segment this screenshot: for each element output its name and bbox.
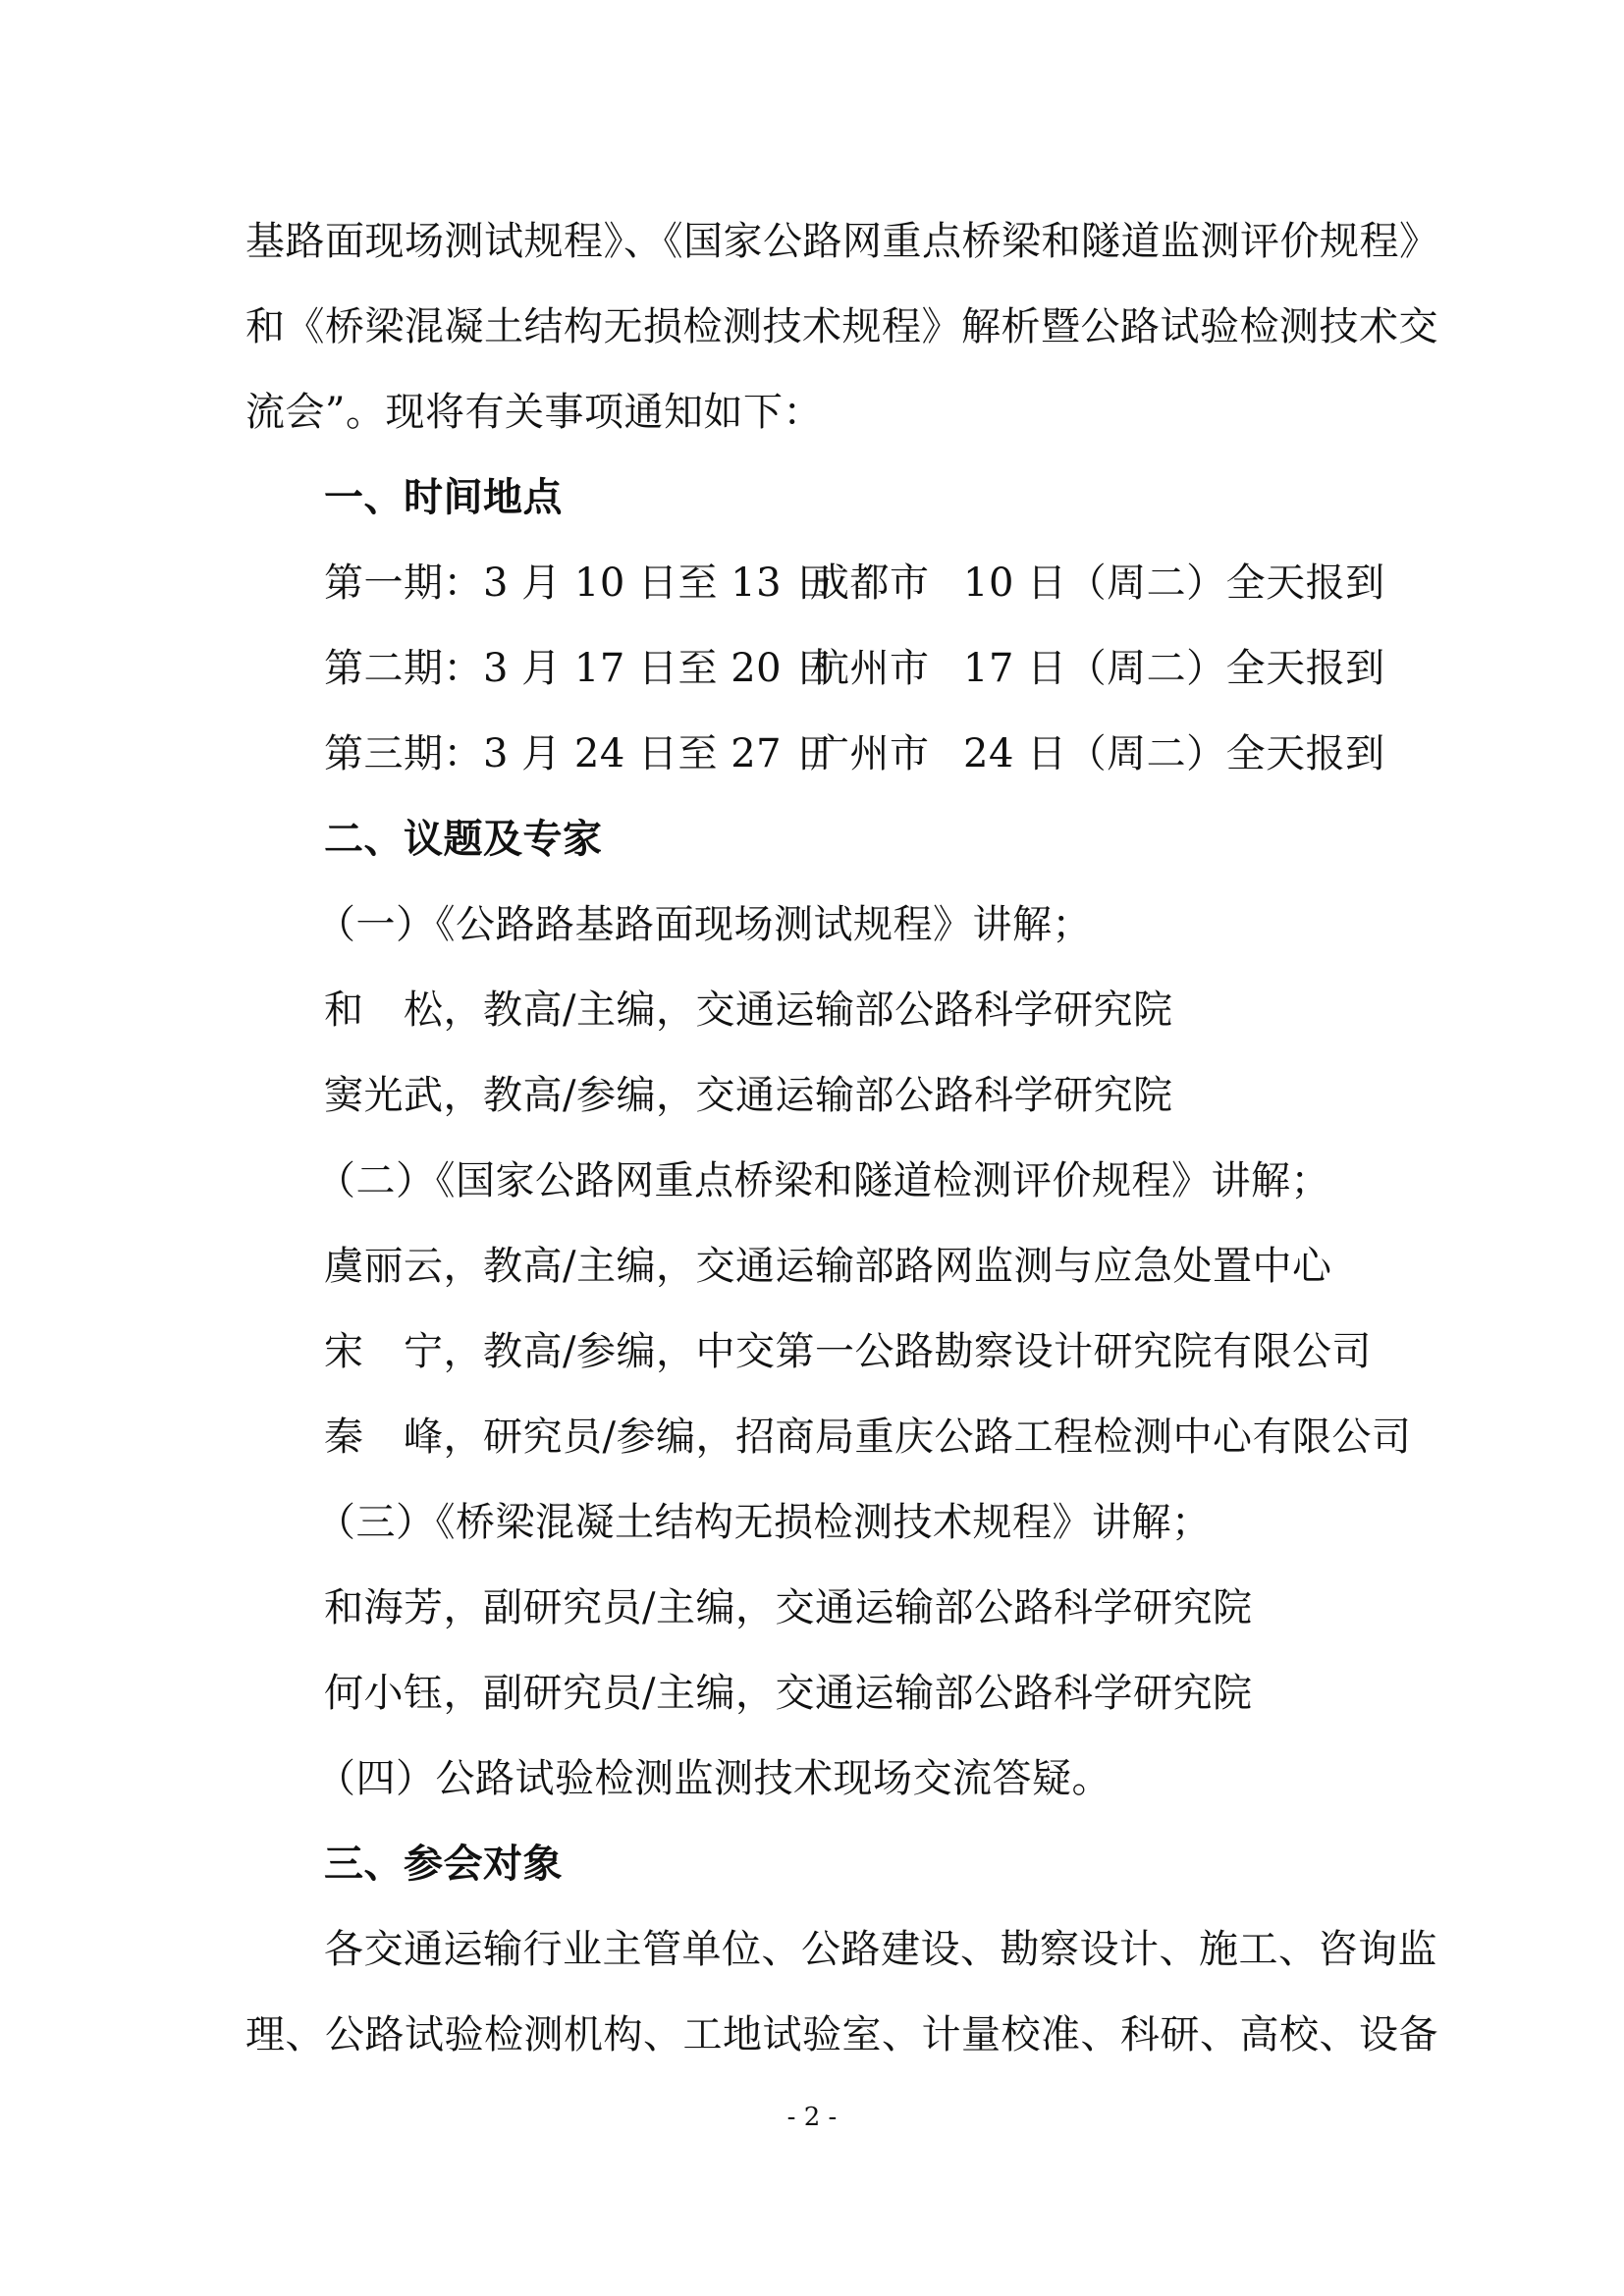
topic-2-expert-3: 秦 峰，研究员/参编，招商局重庆公路工程检测中心有限公司 bbox=[324, 1415, 1412, 1460]
schedule-report: 24 日（周二）全天报到 bbox=[963, 731, 1385, 776]
topic-1-expert-1: 和 松，教高/主编，交通运输部公路科学研究院 bbox=[324, 988, 1173, 1033]
section-3-line-1: 各交通运输行业主管单位、公路建设、勘察设计、施工、咨询监 bbox=[324, 1927, 1437, 1972]
schedule-report: 17 日（周二）全天报到 bbox=[963, 646, 1385, 691]
intro-line-3: 流会”。现将有关事项通知如下： bbox=[245, 390, 823, 435]
schedule-city: 杭州市 bbox=[810, 646, 930, 691]
section-2-heading: 二、议题及专家 bbox=[324, 816, 603, 862]
schedule-report: 10 日（周二）全天报到 bbox=[963, 561, 1385, 606]
section-3-line-2: 理、公路试验检测机构、工地试验室、计量校准、科研、高校、设备 bbox=[245, 2012, 1438, 2057]
intro-line-1: 基路面现场测试规程》、《国家公路网重点桥梁和隧道监测评价规程》 bbox=[245, 219, 1439, 264]
intro-line-2: 和《桥梁混凝土结构无损检测技术规程》解析暨公路试验检测技术交 bbox=[245, 304, 1438, 349]
topic-3: （三）《桥梁混凝土结构无损检测技术规程》讲解； bbox=[316, 1500, 1212, 1545]
section-3-heading: 三、参会对象 bbox=[324, 1841, 563, 1887]
topic-2: （二）《国家公路网重点桥梁和隧道检测评价规程》讲解； bbox=[316, 1158, 1330, 1203]
topic-1: （一）《公路路基路面现场测试规程》讲解； bbox=[316, 902, 1092, 947]
topic-2-expert-2: 宋 宁，教高/参编，中交第一公路勘察设计研究院有限公司 bbox=[324, 1329, 1372, 1374]
page-number: - 2 - bbox=[786, 2103, 838, 2132]
schedule-row-2 bbox=[324, 645, 1385, 692]
schedule-period: 第三期：3 月 24 日至 27 日 bbox=[324, 731, 835, 776]
section-1-heading: 一、时间地点 bbox=[324, 474, 563, 520]
schedule-city: 广州市 bbox=[810, 731, 930, 776]
topic-2-expert-1: 虞丽云，教高/主编，交通运输部路网监测与应急处置中心 bbox=[324, 1244, 1332, 1289]
topic-1-expert-2: 窦光武，教高/参编，交通运输部公路科学研究院 bbox=[324, 1073, 1173, 1118]
schedule-city: 成都市 bbox=[810, 561, 930, 606]
schedule-period: 第一期：3 月 10 日至 13 日 bbox=[324, 561, 835, 606]
topic-4: （四）公路试验检测监测技术现场交流答疑。 bbox=[316, 1756, 1111, 1801]
schedule-row-3 bbox=[324, 730, 1385, 777]
topic-3-expert-2: 何小钰，副研究员/主编，交通运输部公路科学研究院 bbox=[324, 1671, 1253, 1716]
schedule-row-1 bbox=[324, 560, 1385, 607]
schedule-period: 第二期：3 月 17 日至 20 日 bbox=[324, 646, 835, 691]
topic-3-expert-1: 和海芳，副研究员/主编，交通运输部公路科学研究院 bbox=[324, 1585, 1253, 1630]
